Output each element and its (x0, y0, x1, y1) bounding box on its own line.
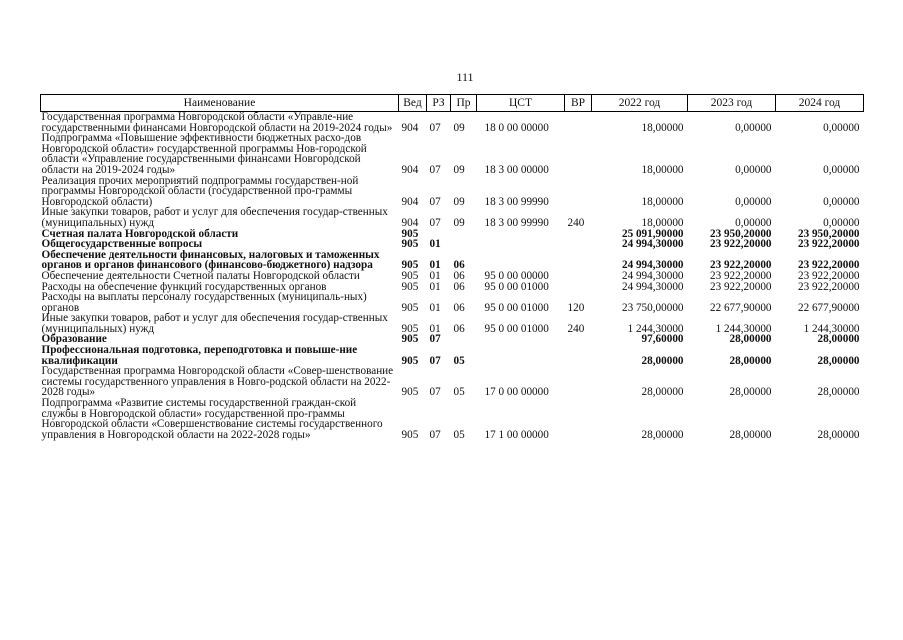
row-name: Общегосударственные вопросы (41, 238, 203, 251)
row-rz: 07 (429, 386, 441, 399)
row-vr (565, 398, 592, 440)
row-ved: 905 (401, 386, 419, 399)
table-body (41, 112, 864, 441)
row-ved: 905 (401, 238, 419, 251)
row-cst: 95 0 00 01000 (484, 301, 549, 314)
row-vr: 240 (567, 322, 585, 335)
row-vr (565, 345, 592, 366)
header-cst: ЦСТ (477, 95, 565, 112)
row-2023: 28,00000 (729, 428, 772, 441)
row-cst (477, 345, 565, 366)
row-name: Расходы на обеспечение функций государственных органов (41, 280, 327, 293)
row-cst: 17 1 00 00000 (484, 428, 549, 441)
row-2023: 28,00000 (729, 386, 772, 399)
table-row (41, 398, 864, 440)
row-2022: 24 994,30000 (621, 238, 684, 251)
row-2022: 24 994,30000 (621, 269, 684, 282)
row-ved: 904 (401, 195, 419, 208)
row-rz: 07 (429, 216, 441, 229)
row-pr: 05 (453, 428, 465, 441)
row-pr: 09 (453, 163, 465, 176)
row-pr (451, 239, 477, 250)
row-pr: 06 (453, 280, 465, 293)
row-cst: 18 3 00 00000 (484, 163, 549, 176)
row-2024: 0,00000 (823, 216, 860, 229)
row-rz: 01 (429, 301, 441, 314)
row-vr (565, 366, 592, 398)
row-2024: 1 244,30000 (803, 322, 860, 335)
row-2024: 28,00000 (817, 428, 860, 441)
page-number: 111 (456, 70, 474, 84)
row-2023: 22 677,90000 (709, 301, 772, 314)
row-ved: 905 (401, 280, 419, 293)
row-2024: 23 922,20000 (797, 269, 860, 282)
row-2024: 0,00000 (823, 121, 860, 134)
header-ved: Вед (399, 95, 427, 112)
row-ved: 904 (401, 121, 419, 134)
row-rz: 07 (429, 121, 441, 134)
row-rz: 01 (429, 280, 441, 293)
row-pr (451, 334, 477, 345)
row-name: Государственная программа Новгородской области «Совер-шенствование системы государственного управления в Новго-родской области на 2022-2028 годы» (41, 365, 394, 399)
row-rz: 07 (429, 163, 441, 176)
table-row (41, 271, 864, 282)
row-vr (565, 334, 592, 345)
row-name: Профессиональная подготовка, переподготовка и повыше-ние квалификации (41, 344, 358, 367)
row-rz: 01 (429, 238, 441, 251)
row-rz: 01 (429, 322, 441, 335)
row-2022: 18,00000 (641, 216, 684, 229)
row-rz: 07 (429, 428, 441, 441)
row-name: Обеспечение деятельности Счетной палаты Новгородской области (41, 269, 360, 282)
row-rz: 07 (429, 333, 441, 346)
row-2022: 28,00000 (641, 428, 684, 441)
header-name: Наименование (41, 95, 399, 112)
row-name: Подпрограмма «Повышение эффективности бюджетных расхо-дов Новгородской области» государственной программы Нов-городской области «Управление государственными финансами Новгородской области на 2019-2024 годы» (41, 132, 367, 176)
table-header-row (41, 95, 864, 112)
row-vr: 120 (567, 301, 585, 314)
row-ved: 905 (401, 269, 419, 282)
row-pr: 09 (453, 195, 465, 208)
row-name: Образование (41, 333, 107, 346)
row-ved: 904 (401, 163, 419, 176)
row-vr (565, 271, 592, 282)
row-vr (565, 282, 592, 293)
row-ved: 904 (401, 216, 419, 229)
row-ved: 905 (401, 301, 419, 314)
row-vr (565, 176, 592, 208)
row-name: Реализация прочих мероприятий подпрограммы государствен-ной программы Новгородской области (государственной про-граммы Новгородской области) (41, 174, 359, 208)
row-vr (565, 239, 592, 250)
row-vr (565, 112, 592, 134)
row-2024: 23 950,20000 (797, 227, 860, 240)
row-2024: 23 922,20000 (797, 238, 860, 251)
table-row (41, 112, 864, 134)
row-2024: 28,00000 (817, 386, 860, 399)
row-2022: 28,00000 (641, 354, 684, 367)
row-name: Расходы на выплаты персоналу государственных (муниципаль-ных) органов (41, 291, 367, 314)
row-2022: 18,00000 (641, 195, 684, 208)
row-ved: 905 (401, 259, 419, 272)
header-rz: РЗ (427, 95, 451, 112)
row-2023: 0,00000 (735, 195, 772, 208)
row-2024: 28,00000 (817, 333, 860, 346)
row-2023: 1 244,30000 (715, 322, 772, 335)
budget-table (40, 94, 864, 440)
row-pr: 05 (453, 386, 465, 399)
row-pr: 09 (453, 121, 465, 134)
row-2024: 23 922,20000 (797, 259, 860, 272)
row-pr (451, 229, 477, 240)
row-cst (477, 334, 565, 345)
row-cst (477, 229, 565, 240)
row-vr (565, 133, 592, 175)
row-cst: 17 0 00 00000 (484, 386, 549, 399)
row-2023: 23 950,20000 (709, 227, 772, 240)
row-pr: 06 (453, 259, 465, 272)
row-2023: 0,00000 (735, 216, 772, 229)
row-name: Иные закупки товаров, работ и услуг для обеспечения государ-ственных (муниципальных) нужд (41, 312, 388, 335)
row-name: Подпрограмма «Развитие системы государственной граждан-ской службы в Новгородской области» государственной про-граммы Новгородской области «Совершенствование системы государственного управления в Новгородской области на 2022-2028 годы» (41, 397, 383, 441)
row-name: Иные закупки товаров, работ и услуг для обеспечения государ-ственных (муниципальных) нужд (41, 206, 388, 229)
row-2022: 18,00000 (641, 163, 684, 176)
row-ved: 905 (401, 333, 419, 346)
row-2024: 0,00000 (823, 195, 860, 208)
row-cst: 95 0 00 00000 (484, 269, 549, 282)
row-cst: 18 3 00 99990 (484, 216, 549, 229)
row-2022: 25 091,90000 (621, 227, 684, 240)
row-cst (477, 250, 565, 271)
row-name: Обеспечение деятельности финансовых, налоговых и таможенных органов и органов финансового (финансово-бюджетного) надзора (41, 248, 380, 272)
row-ved: 905 (401, 354, 419, 367)
table-row (41, 176, 864, 208)
row-2022: 23 750,00000 (621, 301, 684, 314)
table-row (41, 207, 864, 228)
row-2022: 24 994,30000 (621, 280, 684, 293)
row-vr (565, 250, 592, 271)
row-2022: 97,60000 (641, 333, 684, 346)
row-cst: 95 0 00 01000 (484, 280, 549, 293)
table-row (41, 366, 864, 398)
row-pr: 05 (453, 354, 465, 367)
row-pr: 06 (453, 269, 465, 282)
header-2023: 2023 год (688, 95, 776, 112)
row-ved: 905 (401, 428, 419, 441)
row-vr: 240 (567, 216, 585, 229)
row-2022: 18,00000 (641, 121, 684, 134)
row-2024: 28,00000 (817, 354, 860, 367)
table-row (41, 133, 864, 175)
row-2023: 23 922,20000 (709, 269, 772, 282)
row-2023: 23 922,20000 (709, 238, 772, 251)
row-name: Государственная программа Новгородской области «Управле-ние государственными финансами Новгородской области на 2019-2024 годы» (41, 111, 393, 134)
row-2022: 28,00000 (641, 386, 684, 399)
row-cst: 18 3 00 99990 (484, 195, 549, 208)
row-2023: 0,00000 (735, 121, 772, 134)
row-pr: 09 (453, 216, 465, 229)
table-row (41, 292, 864, 313)
row-2022: 24 994,30000 (621, 259, 684, 272)
row-pr: 06 (453, 322, 465, 335)
row-cst (477, 239, 565, 250)
row-vr (565, 229, 592, 240)
row-2023: 28,00000 (729, 333, 772, 346)
table-row (41, 313, 864, 334)
header-vr: ВР (565, 95, 592, 112)
row-ved: 905 (401, 322, 419, 335)
row-ved: 905 (401, 227, 419, 240)
header-pr: Пр (451, 95, 477, 112)
row-2023: 23 922,20000 (709, 259, 772, 272)
row-2024: 0,00000 (823, 163, 860, 176)
table-row (41, 250, 864, 271)
row-cst: 95 0 00 01000 (484, 322, 549, 335)
row-rz: 01 (429, 259, 441, 272)
row-2023: 0,00000 (735, 163, 772, 176)
row-rz: 07 (429, 354, 441, 367)
row-cst: 18 0 00 00000 (484, 121, 549, 134)
row-2023: 23 922,20000 (709, 280, 772, 293)
row-rz: 07 (429, 195, 441, 208)
table-row (41, 345, 864, 366)
row-2023: 28,00000 (729, 354, 772, 367)
header-2022: 2022 год (592, 95, 688, 112)
row-pr: 06 (453, 301, 465, 314)
row-rz: 01 (429, 269, 441, 282)
row-2022: 1 244,30000 (627, 322, 684, 335)
row-name: Счетная палата Новгородской области (41, 227, 239, 240)
header-2024: 2024 год (776, 95, 864, 112)
row-2024: 23 922,20000 (797, 280, 860, 293)
row-2024: 22 677,90000 (797, 301, 860, 314)
